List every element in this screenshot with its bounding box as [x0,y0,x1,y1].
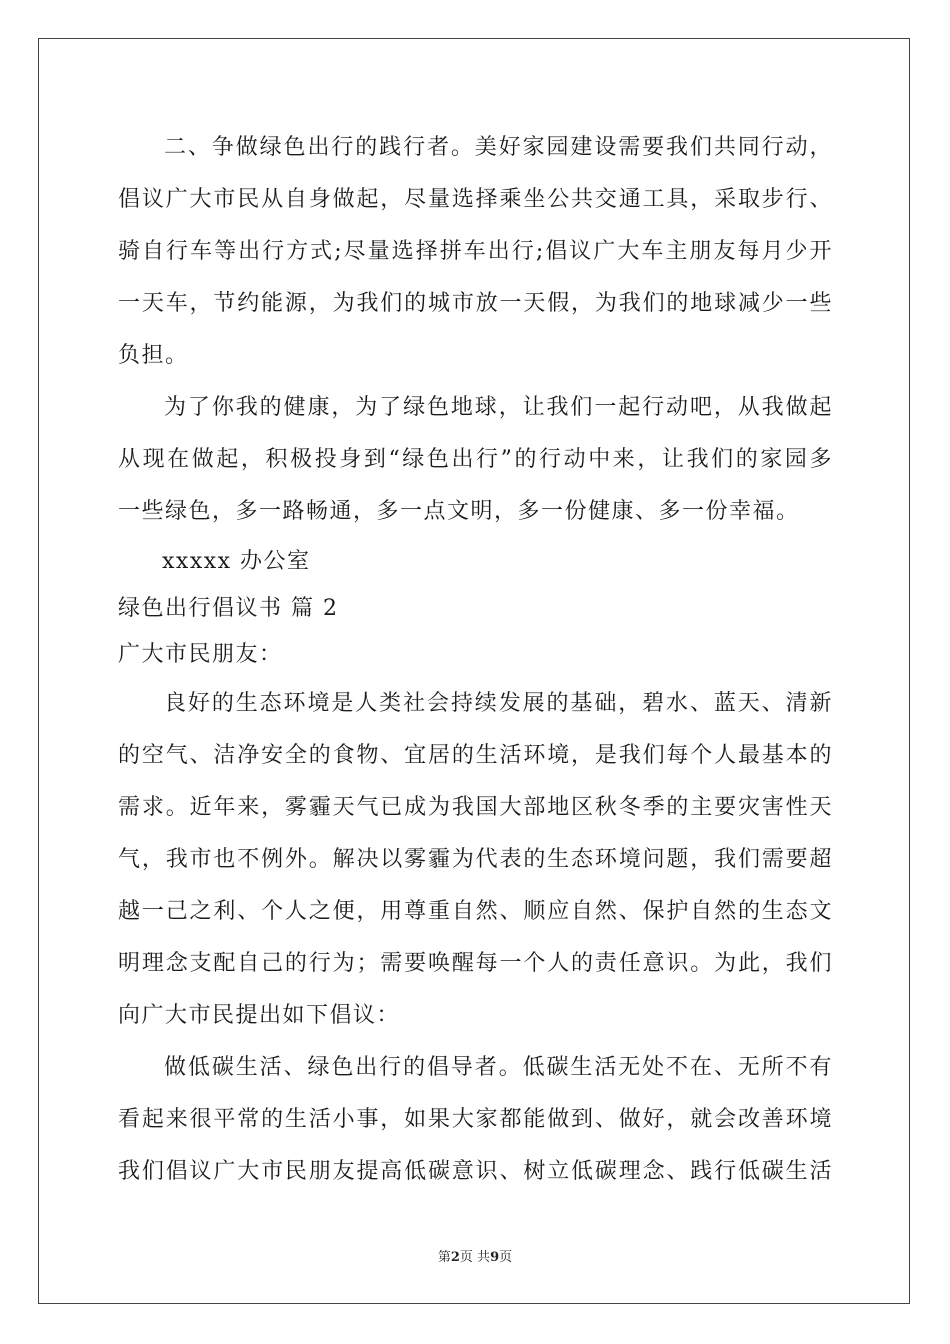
paragraph-line: 二、争做绿色出行的践行者。美好家园建设需要我们共同行动， [164,135,833,160]
page-mid: 页 共 [459,1250,491,1265]
paragraph-line: 负担。 [118,343,189,368]
paragraph-line: 一天车，节约能源，为我们的城市放一天假，为我们的地球减少一些 [118,291,833,316]
document-body [118,122,833,1198]
paragraph-line: 气，我市也不例外。解决以雾霾为代表的生态环境问题，我们需要超 [118,847,833,872]
paragraph-line: 越一己之利、个人之便，用尊重自然、顺应自然、保护自然的生态文 [118,899,833,924]
current-page-number: 2 [450,1250,460,1265]
paragraph-line: 从现在做起，积极投身到“绿色出行”的行动中来，让我们的家园多 [118,447,833,472]
paragraph-line: 看起来很平常的生活小事，如果大家都能做到、做好，就会改善环境 [118,1107,833,1132]
paragraph-line: 良好的生态环境是人类社会持续发展的基础，碧水、蓝天、清新 [164,691,833,716]
page-suffix: 页 [499,1250,513,1265]
page-prefix: 第 [437,1250,451,1265]
paragraph-line: 我们倡议广大市民朋友提高低碳意识、树立低碳理念、践行低碳生活 [118,1159,833,1184]
paragraph-line: 倡议广大市民从自身做起，尽量选择乘坐公共交通工具，采取步行、 [118,187,833,212]
paragraph-line: 需求。近年来，雾霾天气已成为我国大部地区秋冬季的主要灾害性天 [118,795,833,820]
paragraph-line: 一些绿色，多一路畅通，多一点文明，多一份健康、多一份幸福。 [118,499,800,524]
paragraph-line: 做低碳生活、绿色出行的倡导者。低碳生活无处不在、无所不有 [164,1055,833,1080]
page-footer [0,1246,950,1265]
paragraph-line: 骑自行车等出行方式;尽量选择拼车出行;倡议广大车主朋友每月少开 [118,239,833,264]
paragraph-line: 为了你我的健康，为了绿色地球，让我们一起行动吧，从我做起 [164,395,833,420]
paragraph-line: 明理念支配自己的行为；需要唤醒每一个人的责任意识。为此，我们 [118,951,833,976]
paragraph-line: 向广大市民提出如下倡议： [118,1003,401,1028]
salutation: 广大市民朋友： [118,642,283,667]
office-signature: xxxxx 办公室 [162,549,311,574]
total-page-number: 9 [490,1250,500,1265]
paragraph-line: 的空气、洁净安全的食物、宜居的生活环境，是我们每个人最基本的 [118,743,833,768]
section-heading: 绿色出行倡议书 篇 2 [118,596,339,621]
